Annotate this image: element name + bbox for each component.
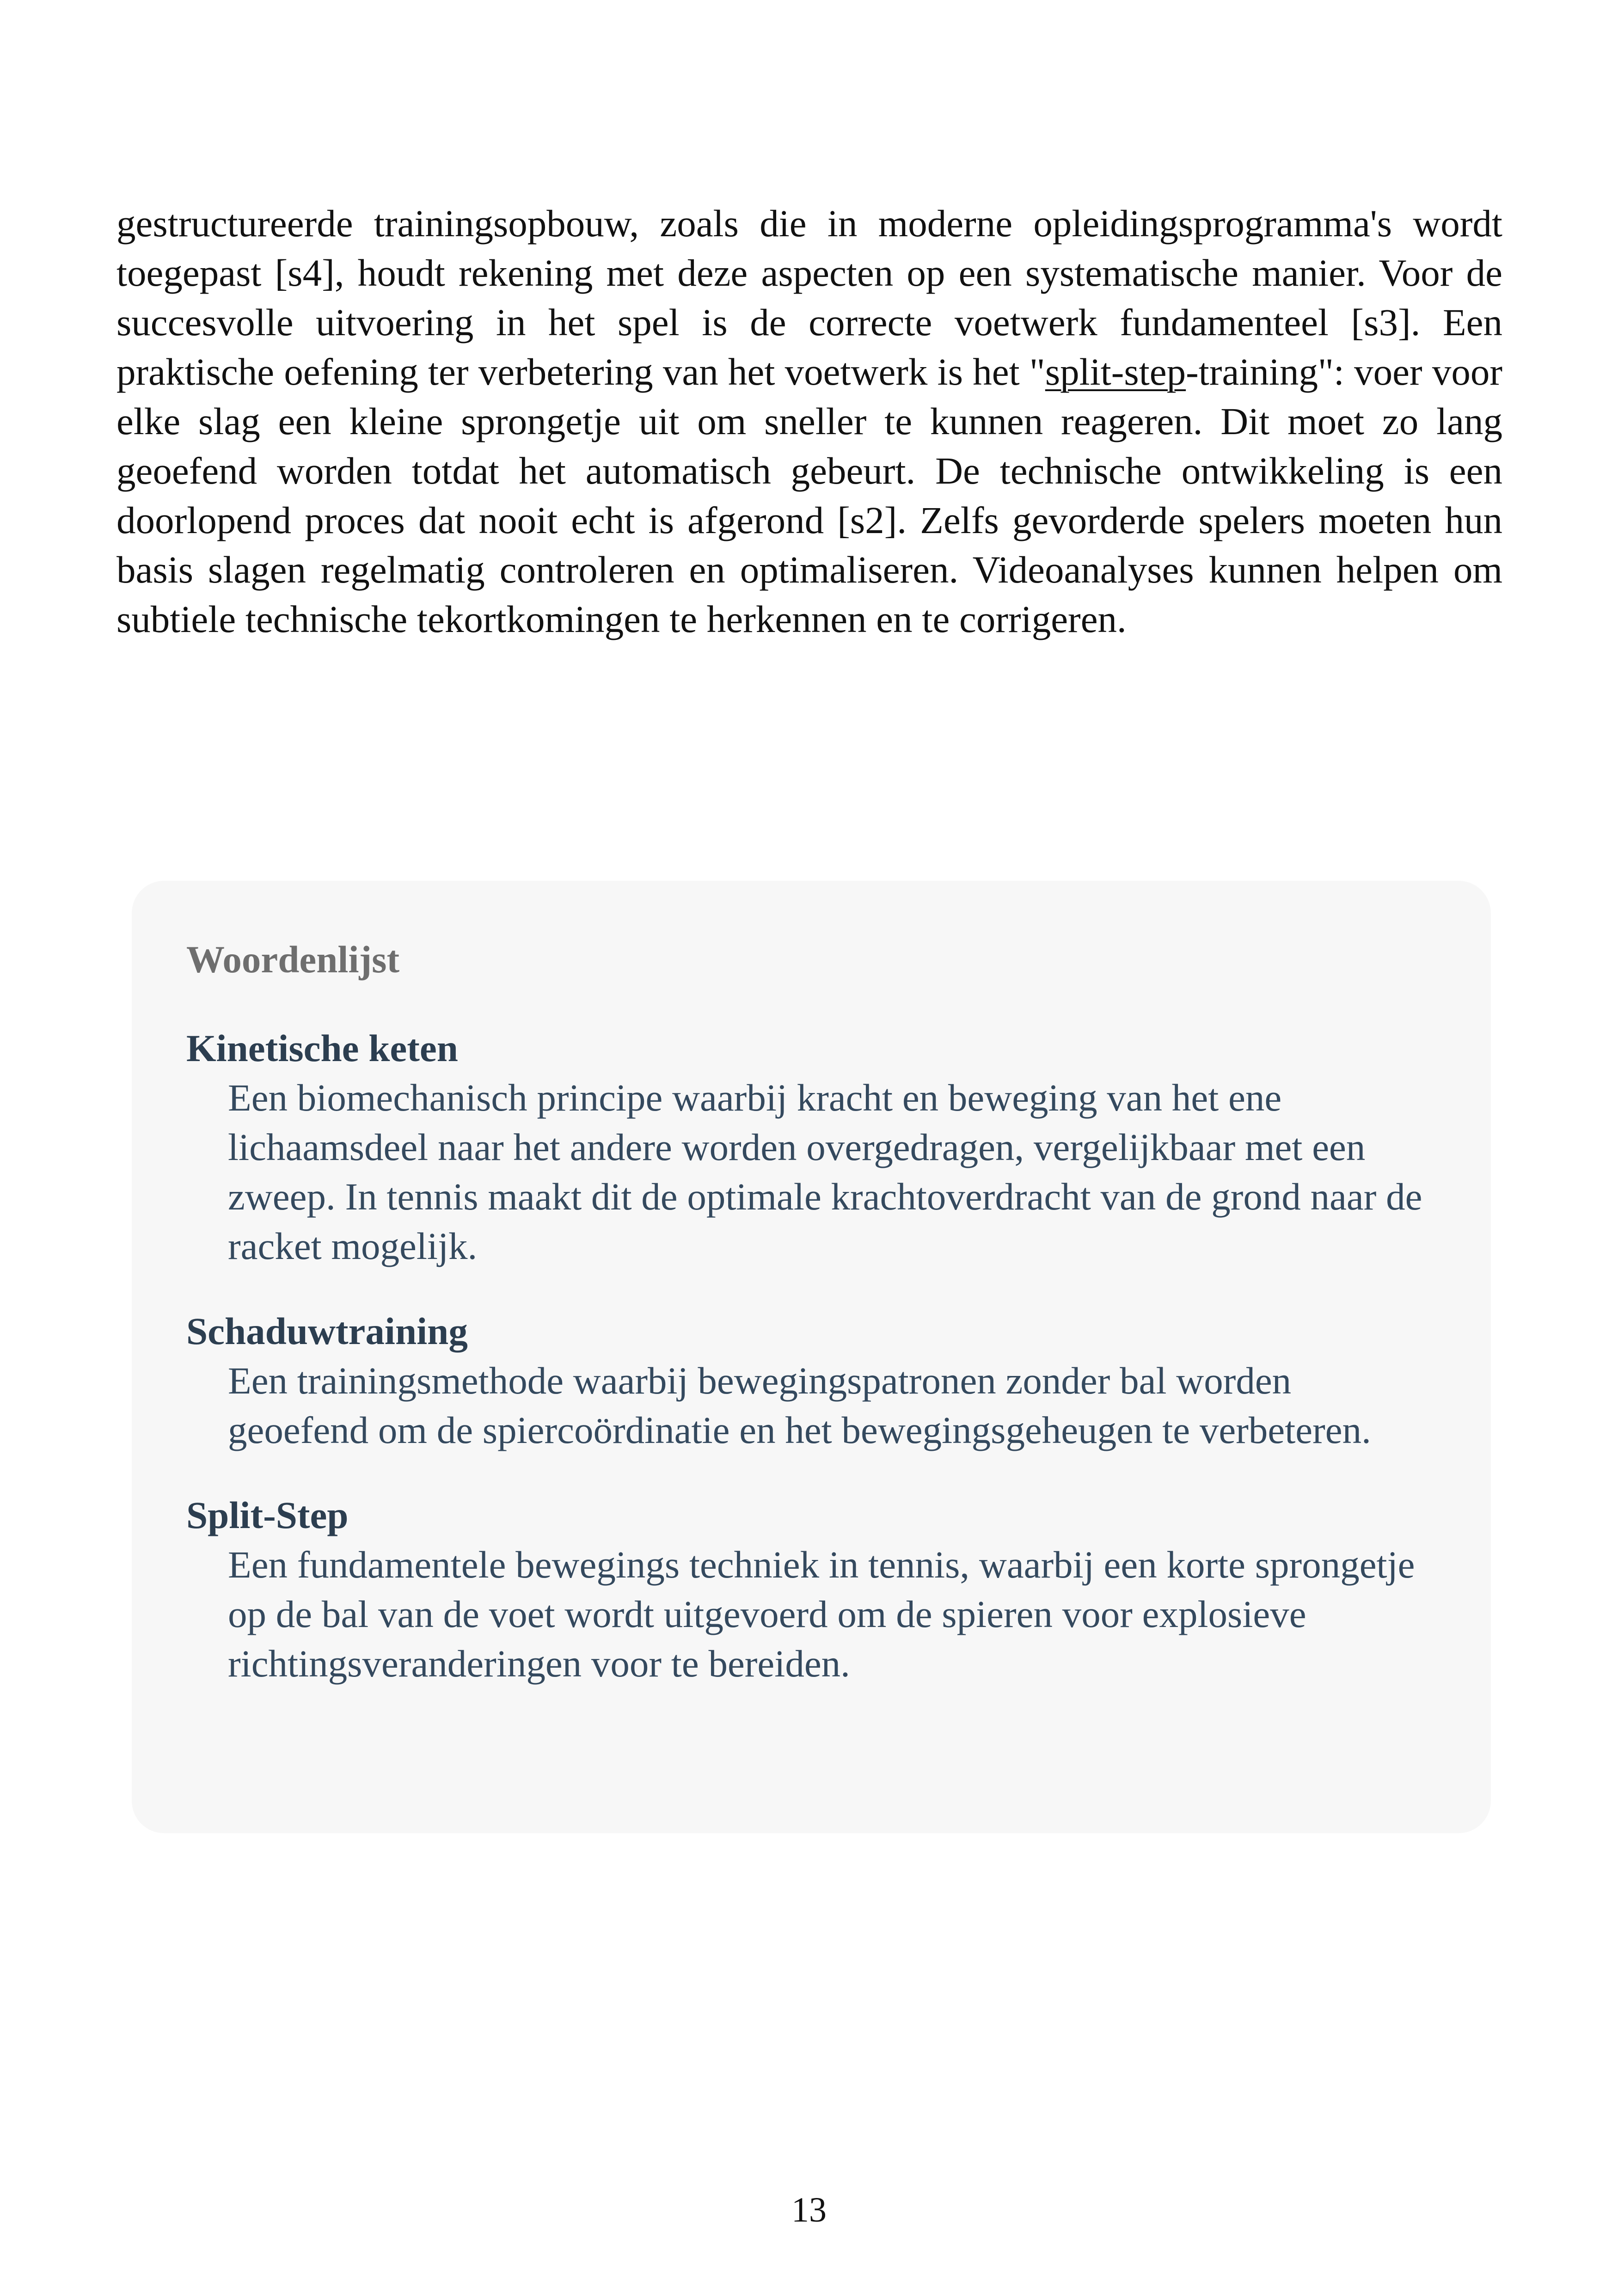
glossary-definition: Een trainingsmethode waarbij bewegingspatronen zonder bal worden geoefend om de spiercoördinatie en het bewegingsgeheugen te verbeteren. (228, 1359, 1371, 1451)
body-text-part-1: gestructureerde trainingsopbouw, zoals die in moderne opleidingsprogramma's wordt toegepast [s4], houdt rekening met deze aspecten op een systematische manier. Voor de succesvolle uitvoering in het spel is de correcte voetwerk fundamenteel [s3]. Een praktische oefening ter verbetering van het voetwerk is het " (116, 202, 1502, 393)
glossary-definition: Een biomechanisch principe waarbij kracht en beweging van het ene lichaamsdeel naar het andere worden overgedragen, vergelijkbaar met een zweep. In tennis maakt dit de optimale krachtoverdracht van de grond naar de racket mogelijk. (228, 1076, 1422, 1267)
glossary-term: Split-Step (186, 1494, 349, 1536)
glossary-term: Kinetische keten (186, 1027, 458, 1069)
glossary-definition: Een fundamentele bewegings techniek in tennis, waarbij een korte sprongetje op de bal van de voet wordt uitgevoerd om de spieren voor explosieve richtingsveranderingen voor te bereiden. (228, 1543, 1415, 1685)
glossary-term: Schaduwtraining (186, 1310, 468, 1352)
split-step-link[interactable]: split-step (1045, 350, 1186, 393)
glossary-title: Woordenlijst (186, 938, 400, 981)
body-text-part-2: -training": voer voor elke slag een kleine sprongetje uit om sneller te kunnen reageren. Dit moet zo lang geoefend worden totdat het automatisch gebeurt. De technische ontwikkeling is een doorlopend proces dat nooit echt is afgerond [s2]. Zelfs gevorderde spelers moeten hun basis slagen regelmatig controleren en optimaliseren. Videoanalyses kunnen helpen om subtiele technische tekortkomingen te herkennen en te corrigeren. (116, 350, 1502, 640)
glossary-entry-kinetische-keten (186, 1025, 1435, 1271)
page-number: 13 (791, 2191, 827, 2229)
body-paragraph (116, 199, 1502, 644)
glossary-box (132, 881, 1491, 1833)
glossary-entry-split-step (186, 1492, 1435, 1688)
glossary-entry-schaduwtraining (186, 1308, 1435, 1455)
